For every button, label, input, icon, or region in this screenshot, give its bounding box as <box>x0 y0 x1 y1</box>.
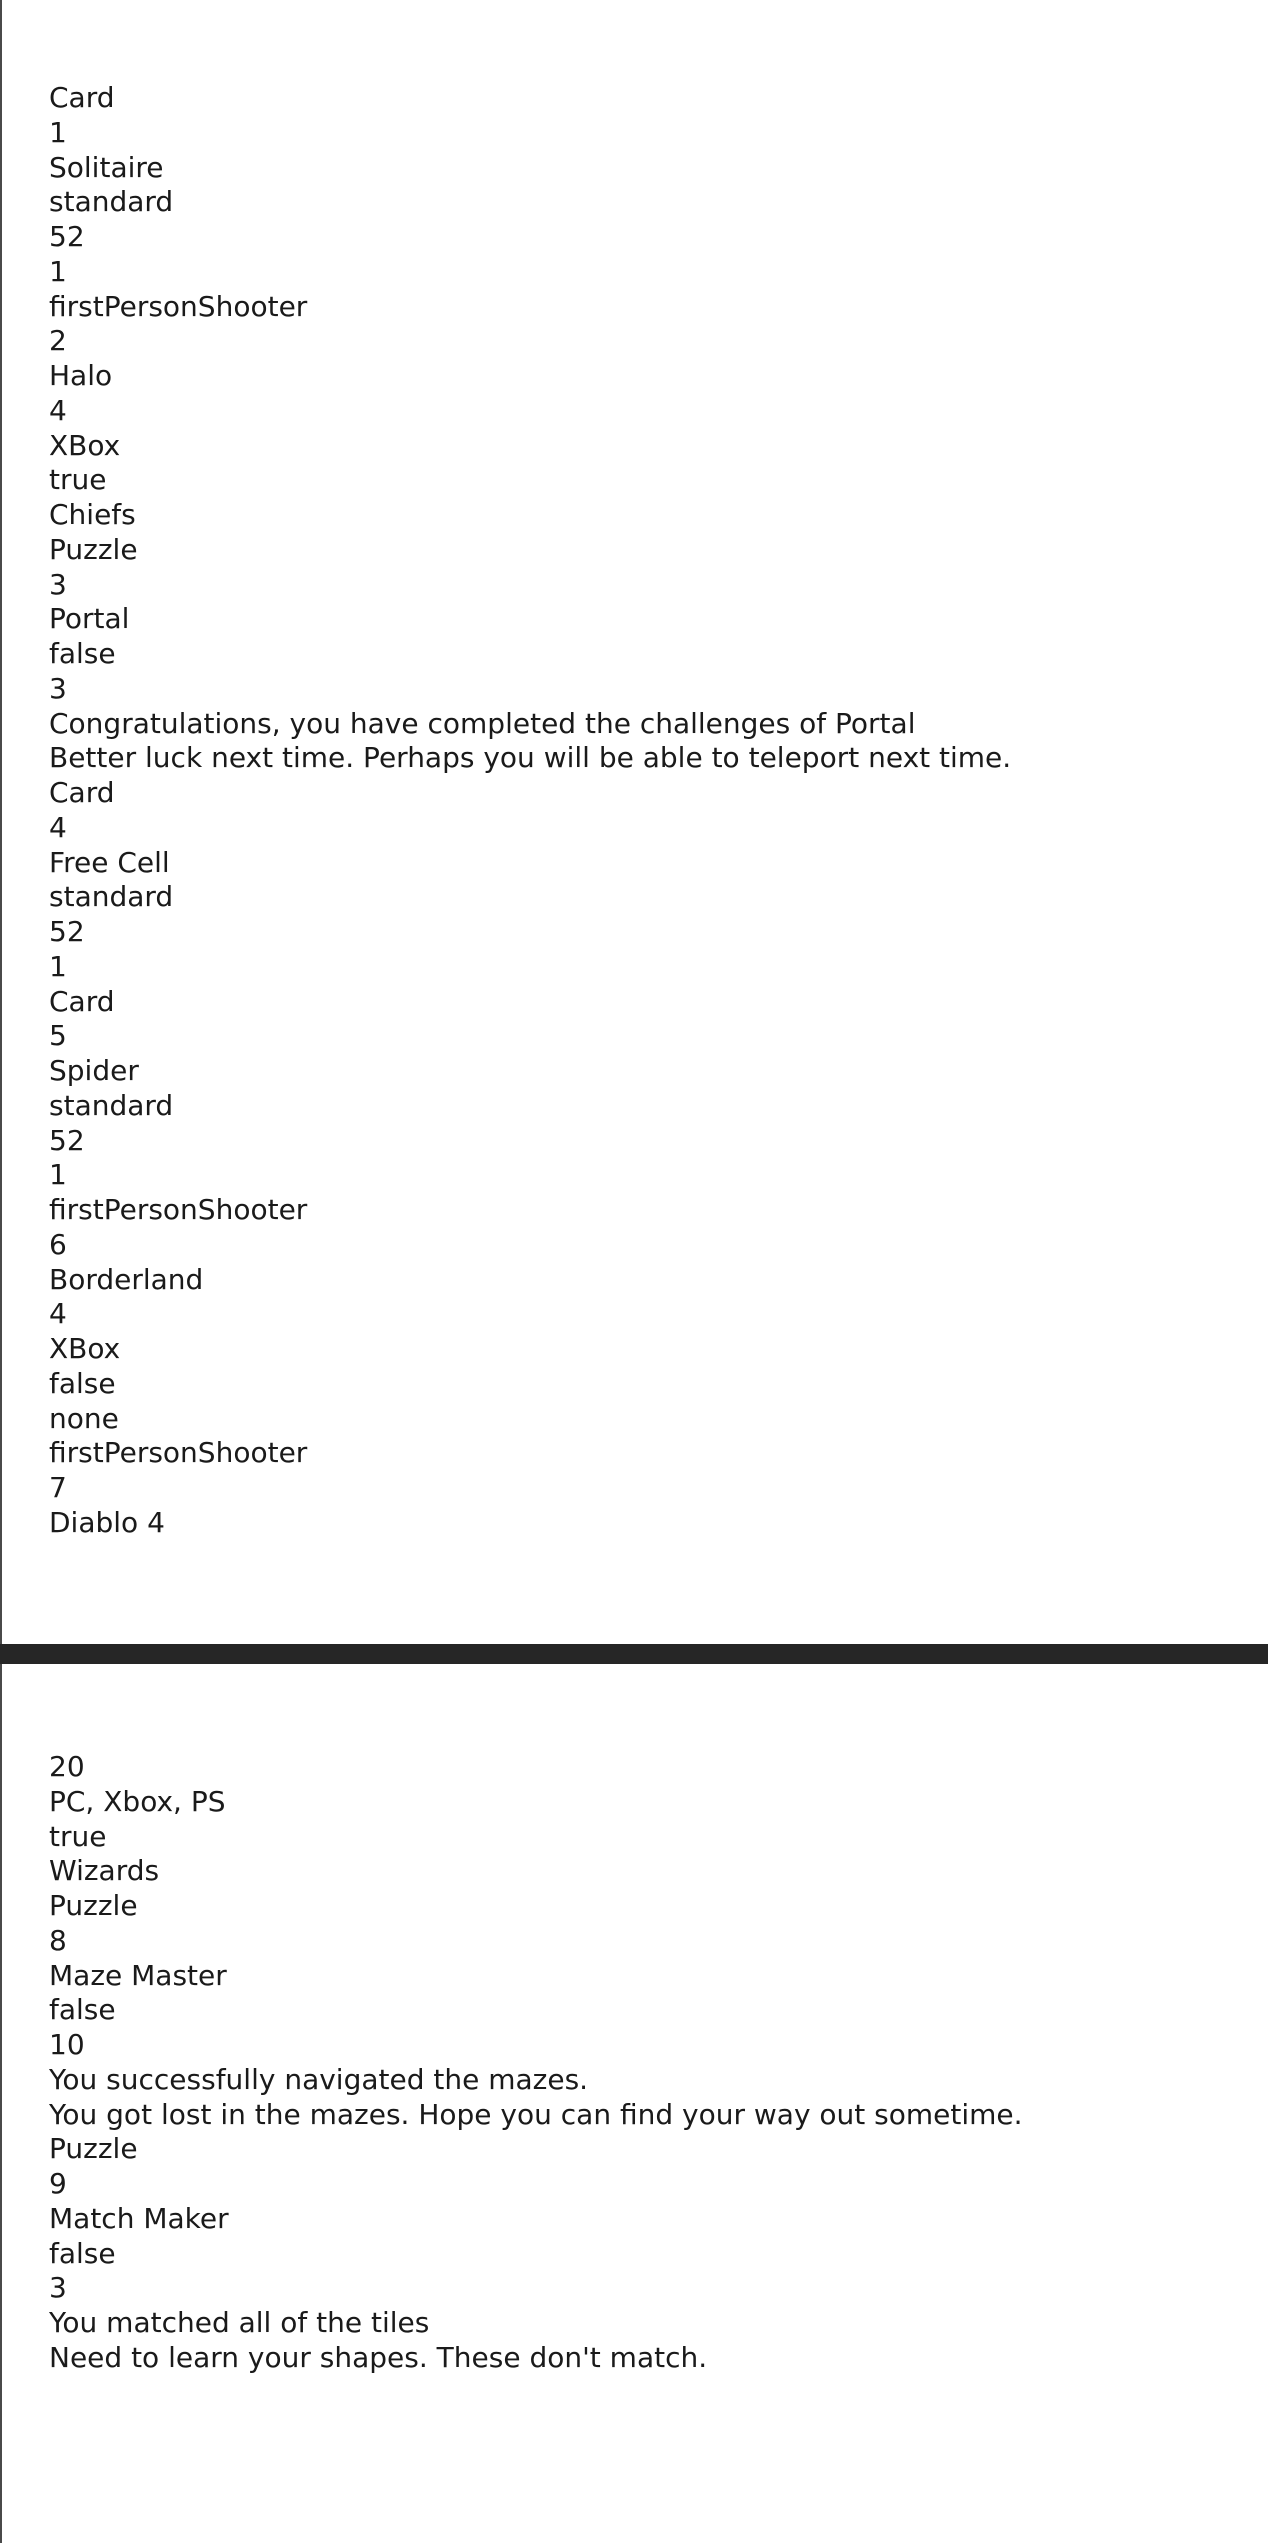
text-line: 1 <box>49 949 67 983</box>
text-line: 1 <box>49 1158 67 1192</box>
text-line: Puzzle <box>49 532 138 566</box>
text-line: Spider <box>49 1054 139 1087</box>
text-line: Borderland <box>49 1262 204 1296</box>
text-line: Portal <box>49 602 130 636</box>
text-line: 3 <box>49 567 67 601</box>
text-line: none <box>49 1401 119 1435</box>
text-line: 52 <box>49 1123 85 1157</box>
text-line: XBox <box>49 1332 121 1365</box>
text-line: firstPersonShooter <box>49 1193 308 1226</box>
text-line: Halo <box>49 359 113 392</box>
text-line: Chiefs <box>49 498 136 531</box>
text-line: Match Maker <box>49 2201 229 2235</box>
text-line: 4 <box>49 1297 67 1331</box>
text-line: 5 <box>49 1019 67 1053</box>
page-divider <box>0 1644 1268 1664</box>
text-line: You got lost in the mazes. Hope you can find your way out sometime. <box>49 2097 1023 2131</box>
text-line: 6 <box>49 1227 67 1261</box>
text-line: firstPersonShooter <box>49 289 308 323</box>
text-line: 52 <box>49 915 85 948</box>
text-line: standard <box>49 1088 174 1122</box>
text-line: 10 <box>49 2028 85 2061</box>
text-line: 2 <box>49 324 67 358</box>
text-line: 52 <box>49 220 85 253</box>
text-line: Puzzle <box>49 1889 138 1922</box>
text-line: 3 <box>49 671 67 705</box>
text-line: 20 <box>49 1750 85 1783</box>
text-line: You matched all of the tiles <box>49 2306 430 2339</box>
output-text-block-top <box>49 81 1011 1541</box>
text-line: true <box>49 1819 107 1853</box>
text-line: Congratulations, you have completed the challenges of Portal <box>49 706 916 740</box>
text-line: false <box>49 1993 116 2027</box>
page-bottom-panel <box>0 1664 1268 2543</box>
text-line: 1 <box>49 254 67 288</box>
text-line: Wizards <box>49 1854 160 1888</box>
text-line: standard <box>49 185 174 219</box>
text-line: Card <box>49 776 115 809</box>
text-line: 4 <box>49 810 67 844</box>
text-line: Card <box>49 81 115 114</box>
text-line: standard <box>49 880 174 914</box>
text-line: 9 <box>49 2167 67 2200</box>
text-line: Card <box>49 984 115 1018</box>
text-line: Diablo 4 <box>49 1505 165 1539</box>
text-line: Maze Master <box>49 1958 227 1992</box>
text-line: 8 <box>49 1923 67 1957</box>
text-line: You successfully navigated the mazes. <box>49 2062 589 2096</box>
text-line: Puzzle <box>49 2132 138 2166</box>
text-line: Free Cell <box>49 845 170 879</box>
text-line: 7 <box>49 1471 67 1504</box>
text-line: false <box>49 2236 116 2270</box>
text-line: true <box>49 463 107 497</box>
text-line: 3 <box>49 2271 67 2305</box>
output-text-block-bottom <box>49 1750 1023 2376</box>
text-line: XBox <box>49 428 121 462</box>
text-line: false <box>49 637 116 670</box>
text-line: PC, Xbox, PS <box>49 1784 226 1818</box>
text-line: Solitaire <box>49 150 164 184</box>
text-line: Need to learn your shapes. These don't match. <box>49 2340 708 2374</box>
text-line: 1 <box>49 115 67 149</box>
text-line: false <box>49 1366 116 1400</box>
text-line: 4 <box>49 393 67 427</box>
text-line: firstPersonShooter <box>49 1436 308 1470</box>
text-line: Better luck next time. Perhaps you will be able to teleport next time. <box>49 741 1012 775</box>
